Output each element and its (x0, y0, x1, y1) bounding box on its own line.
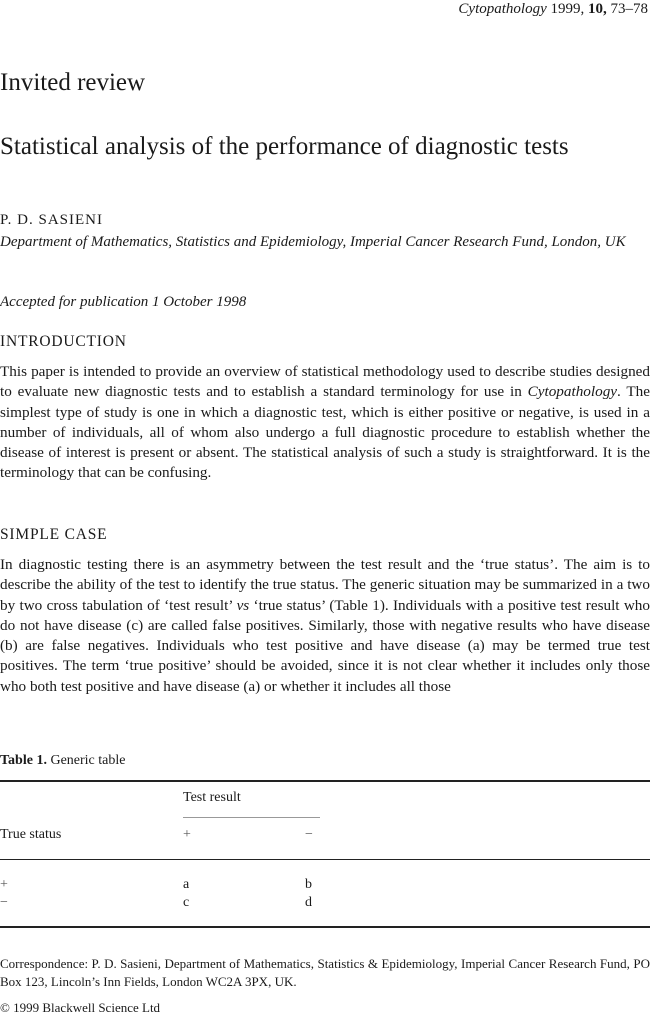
table-row-2-neg: d (305, 895, 312, 910)
simple-vs: vs (236, 596, 250, 614)
table-row-1-status: + (0, 877, 8, 892)
journal-volume: 10, (588, 1, 607, 17)
journal-name: Cytopathology (458, 1, 547, 17)
table-spanner: Test result (183, 790, 241, 805)
correspondence-note: Correspondence: P. D. Sasieni, Department of Mathematics, Statistics & Epidemiology, Imperial Cancer Research Fund, PO Box 123, Lincoln’s Inn Fields, London WC2A 3PX, UK. (0, 956, 650, 989)
simple-case-paragraph (0, 555, 650, 697)
journal-pages: 73–78 (610, 1, 648, 17)
table-col-negative: − (305, 827, 313, 842)
introduction-heading: INTRODUCTION (0, 333, 127, 350)
table-mid-rule (0, 859, 650, 860)
accepted-date: Accepted for publication 1 October 1998 (0, 294, 247, 310)
table-top-rule (0, 780, 650, 782)
article-type: Invited review (0, 69, 146, 96)
simple-text-b: ‘true status’ (Table 1). Individuals with a positive test result who do not have disease (c) are called false positives. Similarly, those with negative results who have disease (b) are false negatives. Individuals who test positive and have disease (a) may be termed true test positives. The term ‘true positive’ should be avoided, since it is not clear whether it includes only those who both test positive and have disease (a) or whether it includes all those (0, 596, 650, 695)
intro-text-b: . The simplest type of study is one in which a diagnostic test, which is either positive or negative, is used in a number of individuals, all of whom also undergo a full diagnostic procedure to establish whether the disease of interest is present or absent. The statistical analysis of such a study is straightforward. It is the terminology that can be confusing. (0, 383, 650, 482)
running-head (458, 0, 648, 18)
table-caption-text: Generic table (46, 753, 126, 768)
simple-case-heading: SIMPLE CASE (0, 526, 108, 543)
table-spanner-rule (183, 817, 320, 818)
table-caption-label: Table 1. (0, 753, 47, 768)
table-row-1-pos: a (183, 877, 190, 892)
table-col-positive: + (183, 827, 191, 842)
table-bottom-rule (0, 926, 650, 928)
journal-year: 1999, (550, 1, 585, 17)
table-row-header: True status (0, 827, 62, 842)
article-title: Statistical analysis of the performance of diagnostic tests (0, 133, 569, 160)
table-caption (0, 752, 125, 770)
author: P. D. SASIENI (0, 212, 104, 228)
table-row-1-neg: b (305, 877, 312, 892)
introduction-paragraph (0, 362, 650, 484)
table-row-2-pos: c (183, 895, 190, 910)
affiliation: Department of Mathematics, Statistics and Epidemiology, Imperial Cancer Research Fund, London, UK (0, 234, 626, 250)
intro-journal-name: Cytopathology (527, 383, 618, 401)
table-row-2-status: − (0, 895, 8, 910)
simple-text-a: In diagnostic testing there is an asymmetry between the test result and the ‘true status’. The aim is to describe the ability of the test to identify the true status. The generic situation may be summarized in a two by two cross tabulation of ‘test result’ (0, 556, 650, 614)
intro-text-a: This paper is intended to provide an overview of statistical methodology used to describe studies designed to evaluate new diagnostic tests and to establish a standard terminology for use in (0, 363, 650, 401)
copyright: © 1999 Blackwell Science Ltd (0, 1000, 161, 1015)
